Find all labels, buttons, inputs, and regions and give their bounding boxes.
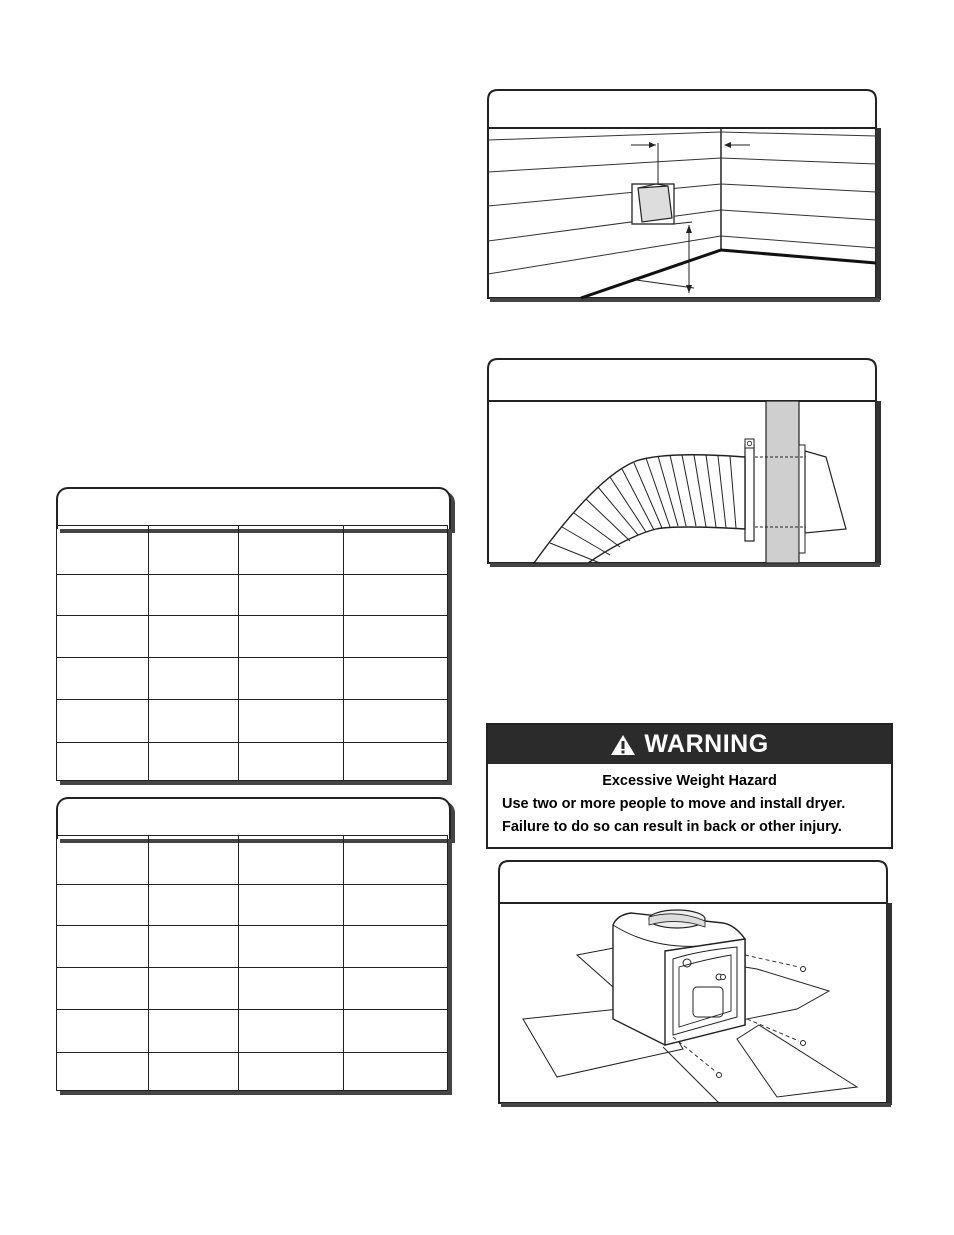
table-row (57, 743, 448, 781)
warning-line-1: Use two or more people to move and install dryer. (502, 796, 846, 812)
warning-title: Excessive Weight Hazard (602, 773, 777, 789)
table-row (57, 575, 448, 616)
table-row (57, 700, 448, 743)
table-row (57, 1010, 448, 1053)
duct-connection-figure (486, 357, 884, 569)
warning-line-2: Failure to do so can result in back or other injury. (502, 819, 842, 835)
duct-connection-illustration (486, 357, 884, 569)
table-row (57, 616, 448, 658)
table-row (57, 1053, 448, 1091)
dryer-base-illustration (497, 859, 895, 1111)
warning-header (488, 725, 891, 764)
warning-box (486, 723, 893, 849)
warning-heading: WARNING (644, 730, 769, 758)
table-row (57, 968, 448, 1010)
table-row (57, 836, 448, 885)
table-2-header-tab (56, 797, 451, 839)
vent-location-illustration (486, 88, 884, 310)
table-row (57, 885, 448, 926)
vent-location-figure (486, 88, 884, 310)
table-1-header-tab (56, 487, 451, 529)
dryer-base-figure (497, 859, 895, 1111)
table-row (57, 526, 448, 575)
table-1 (56, 525, 448, 781)
table-row (57, 658, 448, 700)
table-2 (56, 835, 448, 1091)
table-row (57, 926, 448, 968)
warning-triangle-icon (610, 734, 636, 756)
